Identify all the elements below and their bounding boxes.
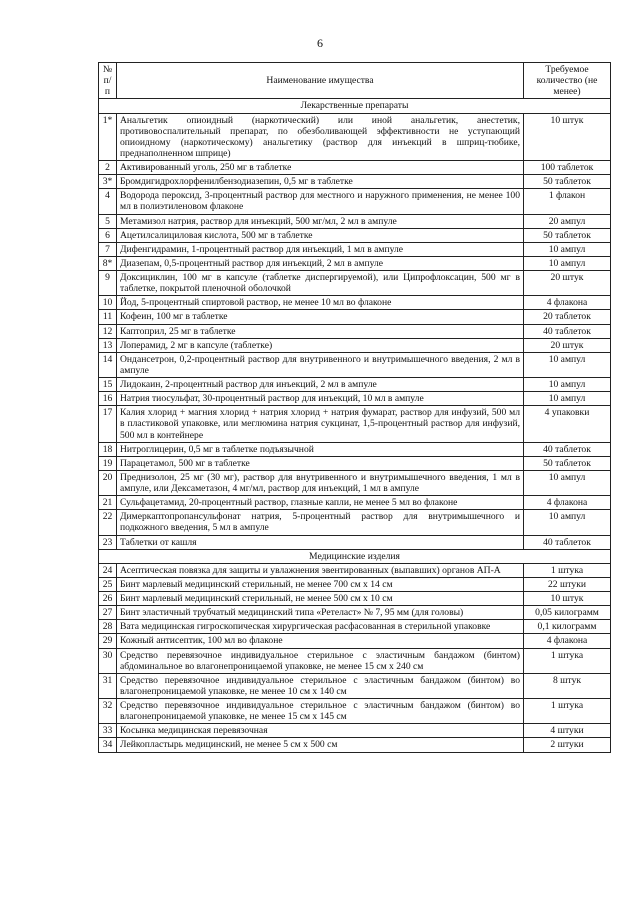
item-number: 30 [99, 648, 117, 673]
item-number: 26 [99, 592, 117, 606]
item-name: Лоперамид, 2 мг в капсуле (таблетке) [117, 338, 524, 352]
item-quantity: 10 ампул [524, 510, 611, 535]
item-quantity: 4 флакона [524, 634, 611, 648]
item-quantity: 20 таблеток [524, 310, 611, 324]
item-name: Метамизол натрия, раствор для инъекций, 500 мг/мл, 2 мл в ампуле [117, 214, 524, 228]
item-name: Калия хлорид + магния хлорид + натрия хлорид + натрия фумарат, раствор для инфузий, 500 мл в пластиковой упаковке, или меглюмина натрия сукцинат, 1,5-процентный раствор для инфузий, 500 мл в контейнере [117, 406, 524, 442]
item-number: 8* [99, 256, 117, 270]
item-name: Натрия тиосульфат, 30-процентный раствор для инъекций, 10 мл в ампуле [117, 392, 524, 406]
item-name: Активированный уголь, 250 мг в таблетке [117, 161, 524, 175]
item-name: Асептическая повязка для защиты и увлажнения эвентированных (выпавших) органов АП-А [117, 563, 524, 577]
item-quantity: 1 штука [524, 563, 611, 577]
item-quantity: 100 таблеток [524, 161, 611, 175]
item-name: Средство перевязочное индивидуальное стерильное с эластичным бандажом (бинтом) абдоминальное во влагонепроницаемой упаковке, не менее 15 см x 240 см [117, 648, 524, 673]
item-quantity: 8 штук [524, 673, 611, 698]
table-header-row [99, 63, 611, 99]
item-quantity: 4 флакона [524, 496, 611, 510]
item-name: Косынка медицинская перевязочная [117, 724, 524, 738]
item-number: 12 [99, 324, 117, 338]
item-number: 3* [99, 175, 117, 189]
table-row [99, 456, 611, 470]
item-name: Парацетамол, 500 мг в таблетке [117, 456, 524, 470]
item-number: 11 [99, 310, 117, 324]
table-row [99, 228, 611, 242]
item-number: 29 [99, 634, 117, 648]
table-row [99, 442, 611, 456]
item-quantity: 1 флакон [524, 189, 611, 214]
item-number: 31 [99, 673, 117, 698]
item-quantity: 10 ампул [524, 392, 611, 406]
item-number: 33 [99, 724, 117, 738]
section-title: Лекарственные препараты [99, 99, 611, 113]
table-row [99, 214, 611, 228]
table-row [99, 324, 611, 338]
item-number: 7 [99, 242, 117, 256]
table-row [99, 296, 611, 310]
item-number: 18 [99, 442, 117, 456]
item-name: Бинт марлевый медицинский стерильный, не менее 700 см x 14 см [117, 577, 524, 591]
table-row [99, 535, 611, 549]
item-name: Дифенгидрамин, 1-процентный раствор для инъекций, 1 мл в ампуле [117, 242, 524, 256]
item-quantity: 40 таблеток [524, 535, 611, 549]
header-qty: Требуемое количество (не менее) [524, 63, 611, 99]
item-number: 2 [99, 161, 117, 175]
table-row [99, 510, 611, 535]
item-name: Бинт марлевый медицинский стерильный, не менее 500 см x 10 см [117, 592, 524, 606]
table-row [99, 242, 611, 256]
section-title: Медицинские изделия [99, 549, 611, 563]
table-row [99, 606, 611, 620]
item-quantity: 50 таблеток [524, 175, 611, 189]
item-number: 14 [99, 352, 117, 377]
item-name: Ацетилсалициловая кислота, 500 мг в таблетке [117, 228, 524, 242]
table-row [99, 189, 611, 214]
item-name: Каптоприл, 25 мг в таблетке [117, 324, 524, 338]
table-row [99, 271, 611, 296]
item-number: 13 [99, 338, 117, 352]
item-name: Бинт эластичный трубчатый медицинский типа «Ретеласт» № 7, 95 мм (для головы) [117, 606, 524, 620]
item-name: Вата медицинская гигроскопическая хирургическая расфасованная в стерильной упаковке [117, 620, 524, 634]
item-name: Ондансетрон, 0,2-процентный раствор для внутривенного и внутримышечного введения, 2 мл в ампуле [117, 352, 524, 377]
item-name: Димеркаптопропансульфонат натрия, 5-процентный раствор для внутримышечного и подкожного введения, 5 мл в ампуле [117, 510, 524, 535]
item-number: 10 [99, 296, 117, 310]
table-row [99, 352, 611, 377]
item-number: 25 [99, 577, 117, 591]
item-name: Лейкопластырь медицинский, не менее 5 см x 500 см [117, 738, 524, 752]
item-name: Анальгетик опиоидный (наркотический) или иной анальгетик, анестетик, противовоспалительный препарат, по обезболивающей эффективности не уступающий опиоидному (наркотическому) анальгетику (раствор для инъекций в шприц-тюбике, преднаполненном шприце) [117, 113, 524, 161]
item-name: Средство перевязочное индивидуальное стерильное с эластичным бандажом (бинтом) во влагонепроницаемой упаковке, не менее 10 см x 140 см [117, 673, 524, 698]
item-quantity: 4 штуки [524, 724, 611, 738]
item-number: 24 [99, 563, 117, 577]
item-name: Водорода пероксид, 3-процентный раствор для местного и наружного применения, не менее 100 мл в полиэтиленовом флаконе [117, 189, 524, 214]
item-quantity: 20 штук [524, 271, 611, 296]
table-row [99, 592, 611, 606]
item-number: 21 [99, 496, 117, 510]
item-number: 19 [99, 456, 117, 470]
table-row [99, 470, 611, 495]
table-row [99, 620, 611, 634]
item-quantity: 10 ампул [524, 378, 611, 392]
item-number: 27 [99, 606, 117, 620]
item-number: 15 [99, 378, 117, 392]
table-row [99, 113, 611, 161]
item-quantity: 50 таблеток [524, 456, 611, 470]
table-row [99, 406, 611, 442]
item-quantity: 22 штуки [524, 577, 611, 591]
item-number: 16 [99, 392, 117, 406]
table-row [99, 577, 611, 591]
item-quantity: 50 таблеток [524, 228, 611, 242]
item-number: 32 [99, 699, 117, 724]
table-row [99, 738, 611, 752]
table-row [99, 699, 611, 724]
item-name: Средство перевязочное индивидуальное стерильное с эластичным бандажом (бинтом) во влагонепроницаемой упаковке, не менее 15 см x 145 см [117, 699, 524, 724]
item-quantity: 10 штук [524, 113, 611, 161]
section-row [99, 99, 611, 113]
item-quantity: 40 таблеток [524, 442, 611, 456]
item-quantity: 0,1 килограмм [524, 620, 611, 634]
table-row [99, 378, 611, 392]
table-body [99, 99, 611, 752]
item-quantity: 0,05 килограмм [524, 606, 611, 620]
item-number: 6 [99, 228, 117, 242]
item-number: 4 [99, 189, 117, 214]
item-name: Нитроглицерин, 0,5 мг в таблетке подъязычной [117, 442, 524, 456]
item-quantity: 40 таблеток [524, 324, 611, 338]
table-row [99, 648, 611, 673]
item-name: Сульфацетамид, 20-процентный раствор, глазные капли, не менее 5 мл во флаконе [117, 496, 524, 510]
item-name: Кожный антисептик, 100 мл во флаконе [117, 634, 524, 648]
table-row [99, 673, 611, 698]
item-quantity: 2 штуки [524, 738, 611, 752]
table-row [99, 563, 611, 577]
item-number: 34 [99, 738, 117, 752]
item-number: 20 [99, 470, 117, 495]
item-name: Лидокаин, 2-процентный раствор для инъекций, 2 мл в ампуле [117, 378, 524, 392]
item-quantity: 10 ампул [524, 470, 611, 495]
item-number: 23 [99, 535, 117, 549]
item-quantity: 4 флакона [524, 296, 611, 310]
section-row [99, 549, 611, 563]
table-row [99, 256, 611, 270]
item-number: 22 [99, 510, 117, 535]
item-name: Кофеин, 100 мг в таблетке [117, 310, 524, 324]
item-quantity: 1 штука [524, 648, 611, 673]
item-quantity: 10 ампул [524, 242, 611, 256]
item-name: Бромдигидрохлорфенилбензодиазепин, 0,5 мг в таблетке [117, 175, 524, 189]
table-row [99, 634, 611, 648]
table-row [99, 175, 611, 189]
header-name: Наименование имущества [117, 63, 524, 99]
item-number: 17 [99, 406, 117, 442]
table-row [99, 392, 611, 406]
table-row [99, 338, 611, 352]
item-quantity: 10 ампул [524, 352, 611, 377]
item-quantity: 20 ампул [524, 214, 611, 228]
item-name: Таблетки от кашля [117, 535, 524, 549]
item-name: Доксициклин, 100 мг в капсуле (таблетке диспергируемой), или Ципрофлоксацин, 500 мг в таблетке, покрытой пленочной оболочкой [117, 271, 524, 296]
item-name: Диазепам, 0,5-процентный раствор для инъекций, 2 мл в ампуле [117, 256, 524, 270]
item-quantity: 20 штук [524, 338, 611, 352]
item-quantity: 10 штук [524, 592, 611, 606]
header-num: № п/п [99, 63, 117, 99]
item-number: 28 [99, 620, 117, 634]
table-row [99, 161, 611, 175]
page-number: 6 [317, 36, 323, 50]
inventory-table [98, 62, 611, 753]
table-row [99, 724, 611, 738]
item-name: Йод, 5-процентный спиртовой раствор, не менее 10 мл во флаконе [117, 296, 524, 310]
item-number: 5 [99, 214, 117, 228]
item-number: 9 [99, 271, 117, 296]
item-quantity: 4 упаковки [524, 406, 611, 442]
table-row [99, 496, 611, 510]
item-number: 1* [99, 113, 117, 161]
item-name: Преднизолон, 25 мг (30 мг), раствор для внутривенного и внутримышечного введения, 1 мл в ампуле, или Дексаметазон, 4 мг/мл, раствор для инъекций, 1 мл в ампуле [117, 470, 524, 495]
item-quantity: 10 ампул [524, 256, 611, 270]
table-row [99, 310, 611, 324]
item-quantity: 1 штука [524, 699, 611, 724]
